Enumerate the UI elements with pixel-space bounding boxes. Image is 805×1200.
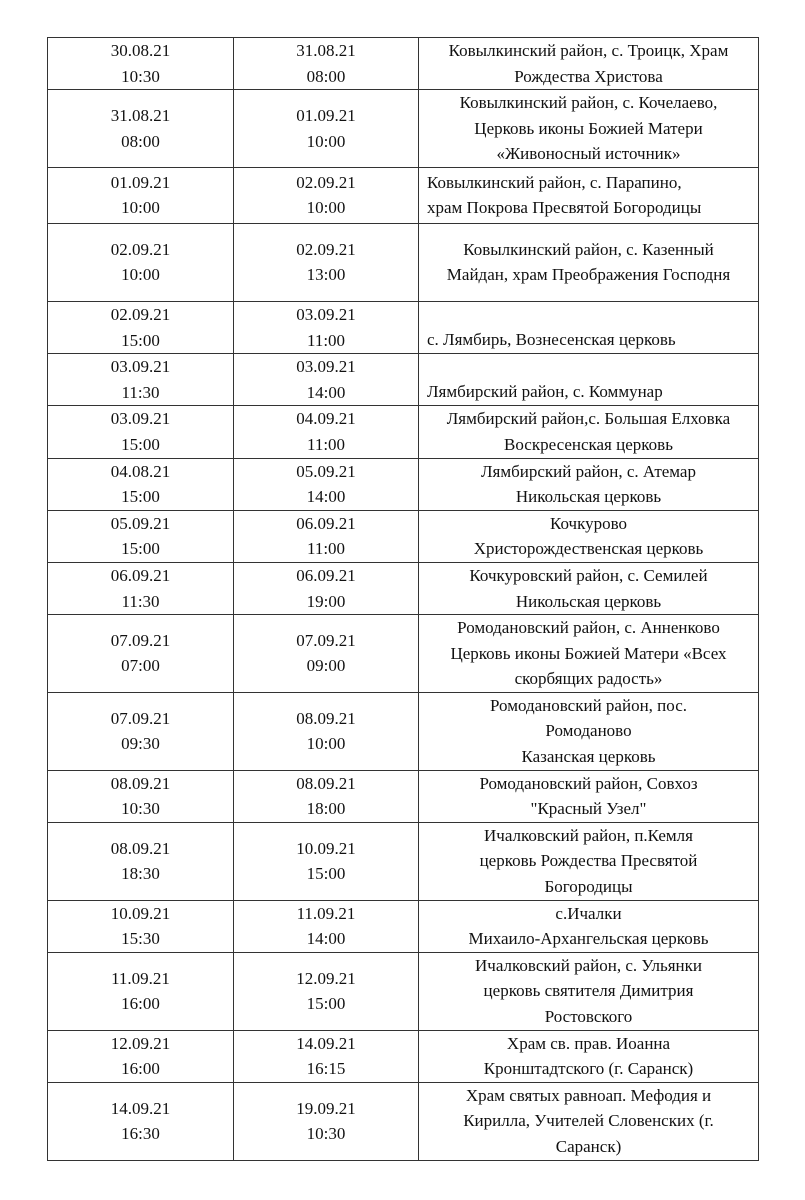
table-row: [48, 692, 759, 770]
end-cell-time: 14:00: [306, 382, 346, 402]
place-line: Ковылкинский район, с. Кочелаево,: [459, 93, 718, 113]
end-cell-time: 10:00: [306, 198, 346, 218]
place-line: "Красный Узел": [530, 799, 647, 819]
place-line: церковь Рождества Пресвятой: [479, 851, 698, 871]
end-cell-time: 11:00: [306, 330, 346, 350]
start-cell-time: 10:00: [121, 265, 160, 285]
end-cell-date: 14.09.21: [296, 1033, 356, 1053]
end-cell: [234, 38, 419, 90]
start-cell: [48, 900, 234, 952]
start-cell: [48, 167, 234, 223]
start-cell: [48, 458, 234, 510]
place-line: Саранск): [555, 1137, 622, 1157]
end-cell-time: 08:00: [306, 66, 346, 86]
table-row: [48, 301, 759, 353]
place-line: Ростовского: [544, 1007, 633, 1026]
schedule-page: [47, 37, 758, 1161]
place-cell: [419, 822, 759, 900]
place-line: Церковь иконы Божией Матери «Всех: [450, 643, 727, 663]
table-row: [48, 822, 759, 900]
end-cell-time: 18:00: [306, 799, 346, 819]
start-cell-date: 01.09.21: [110, 172, 171, 192]
start-cell: [48, 354, 234, 406]
start-cell-date: 05.09.21: [110, 513, 171, 533]
start-cell-date: 03.09.21: [110, 409, 171, 429]
place-cell: [419, 692, 759, 770]
end-cell-date: 01.09.21: [296, 105, 356, 125]
start-cell: [48, 615, 234, 693]
end-cell: [234, 167, 419, 223]
table-row: [48, 1030, 759, 1082]
schedule-table-body: [48, 38, 759, 1161]
end-cell: [234, 822, 419, 900]
end-cell-date: 11.09.21: [296, 903, 356, 923]
end-cell: [234, 615, 419, 693]
start-cell-date: 10.09.21: [110, 903, 171, 923]
place-line: Храм святых равноап. Мефодия и: [465, 1085, 712, 1105]
end-cell-date: 08.09.21: [296, 773, 356, 793]
end-cell-time: 15:00: [306, 994, 346, 1014]
start-cell: [48, 1030, 234, 1082]
place-line: Ковылкинский район, с. Казенный: [463, 239, 714, 259]
place-cell: [419, 1082, 759, 1160]
start-cell-time: 16:00: [121, 1059, 160, 1079]
place-line: Ромодановский район, пос.: [489, 695, 687, 715]
place-line: Кронштадтского (г. Саранск): [483, 1059, 694, 1079]
start-cell-time: 15:00: [121, 487, 160, 507]
start-cell: [48, 223, 234, 301]
start-cell: [48, 301, 234, 353]
place-line: Ичалковский район, п.Кемля: [484, 825, 693, 845]
place-cell: [419, 354, 759, 406]
start-cell: [48, 952, 234, 1030]
place-line: Воскресенская церковь: [504, 434, 673, 454]
end-cell: [234, 301, 419, 353]
end-cell: [234, 900, 419, 952]
place-line: с.Ичалки: [555, 903, 622, 923]
place-cell: [419, 223, 759, 301]
place-line: с. Лямбирь, Вознесенская церковь: [427, 329, 676, 349]
start-cell: [48, 770, 234, 822]
place-line: Лямбирский район, с. Коммунар: [427, 381, 663, 401]
start-cell-date: 03.09.21: [110, 357, 171, 377]
place-line: церковь святителя Димитрия: [483, 981, 694, 1001]
place-line: Михаило-Архангельская церковь: [468, 929, 709, 949]
end-cell-time: 14:00: [306, 487, 346, 507]
start-cell-time: 11:30: [121, 591, 160, 611]
place-line: Богородицы: [544, 877, 633, 897]
start-cell-time: 15:00: [121, 434, 160, 454]
end-cell-time: 10:30: [306, 1124, 346, 1144]
start-cell: [48, 562, 234, 614]
end-cell-date: 07.09.21: [296, 630, 356, 650]
place-cell: [419, 1030, 759, 1082]
place-line: Лямбирский район,с. Большая Елховка: [446, 409, 731, 429]
end-cell-time: 10:00: [306, 131, 346, 151]
place-line: Ромодановский район, с. Анненково: [457, 618, 720, 638]
start-cell: [48, 38, 234, 90]
start-cell-time: 11:30: [121, 382, 160, 402]
start-cell: [48, 510, 234, 562]
end-cell-date: 31.08.21: [296, 41, 356, 60]
end-cell: [234, 692, 419, 770]
start-cell-date: 08.09.21: [110, 773, 171, 793]
start-cell-time: 15:30: [121, 929, 160, 949]
start-cell: [48, 692, 234, 770]
start-cell: [48, 1082, 234, 1160]
place-cell: [419, 458, 759, 510]
start-cell-date: 07.09.21: [110, 630, 171, 650]
start-cell-date: 04.08.21: [110, 461, 171, 481]
end-cell-date: 03.09.21: [296, 357, 356, 377]
table-row: [48, 770, 759, 822]
place-line: Ичалковский район, с. Ульянки: [475, 955, 702, 975]
table-row: [48, 406, 759, 458]
table-row: [48, 223, 759, 301]
table-row: [48, 562, 759, 614]
end-cell: [234, 458, 419, 510]
start-cell: [48, 822, 234, 900]
start-cell-time: 07:00: [121, 656, 160, 676]
table-row: [48, 510, 759, 562]
end-cell: [234, 770, 419, 822]
end-cell-date: 10.09.21: [296, 838, 356, 858]
place-cell: [419, 770, 759, 822]
place-line: Кирилла, Учителей Словенских (г.: [463, 1111, 714, 1131]
place-cell: [419, 562, 759, 614]
end-cell: [234, 354, 419, 406]
end-cell-time: 15:00: [306, 864, 346, 884]
place-cell: [419, 510, 759, 562]
end-cell-date: 04.09.21: [296, 409, 356, 429]
place-cell: [419, 952, 759, 1030]
table-row: [48, 952, 759, 1030]
table-row: [48, 38, 759, 90]
end-cell-date: 06.09.21: [296, 565, 356, 585]
table-row: [48, 458, 759, 510]
table-row: [48, 615, 759, 693]
end-cell: [234, 952, 419, 1030]
place-line: Ковылкинский район, с. Парапино,: [427, 172, 682, 192]
start-cell-date: 12.09.21: [110, 1033, 171, 1053]
end-cell-time: 16:15: [306, 1059, 346, 1079]
start-cell-date: 07.09.21: [110, 708, 171, 728]
table-row: [48, 1082, 759, 1160]
end-cell-time: 09:00: [306, 656, 346, 676]
end-cell-date: 08.09.21: [296, 708, 356, 728]
table-row: [48, 354, 759, 406]
start-cell-time: 16:00: [121, 994, 160, 1014]
end-cell-time: 19:00: [306, 591, 346, 611]
start-cell-time: 16:30: [121, 1124, 160, 1144]
end-cell: [234, 1030, 419, 1082]
end-cell-time: 11:00: [306, 539, 346, 559]
place-cell: [419, 301, 759, 353]
place-line: Кочкуровский район, с. Семилей: [469, 565, 708, 585]
place-line: Христорождественская церковь: [473, 539, 704, 559]
start-cell: [48, 90, 234, 168]
start-cell-time: 15:00: [121, 539, 160, 559]
start-cell-time: 10:30: [121, 66, 160, 86]
start-cell-date: 30.08.21: [110, 41, 171, 60]
place-line: Ромодановский район, Совхоз: [479, 773, 698, 793]
place-line: Кочкурово: [549, 513, 628, 533]
start-cell-date: 02.09.21: [110, 304, 171, 324]
start-cell-date: 11.09.21: [111, 968, 170, 988]
place-cell: [419, 38, 759, 90]
end-cell: [234, 223, 419, 301]
start-cell-date: 06.09.21: [110, 565, 171, 585]
schedule-table: [47, 37, 759, 1161]
place-cell: [419, 167, 759, 223]
place-line: Ковылкинский район, с. Троицк, Храм: [448, 41, 729, 60]
end-cell-date: 03.09.21: [296, 304, 356, 324]
place-cell: [419, 615, 759, 693]
start-cell-date: 14.09.21: [110, 1098, 171, 1118]
end-cell-date: 06.09.21: [296, 513, 356, 533]
start-cell-time: 09:30: [121, 734, 160, 754]
place-line: Церковь иконы Божией Матери: [474, 118, 703, 138]
start-cell-time: 18:30: [121, 864, 160, 884]
end-cell-date: 02.09.21: [296, 172, 356, 192]
start-cell-date: 02.09.21: [110, 239, 171, 259]
place-line: «Живоносный источник»: [496, 144, 681, 164]
end-cell-date: 02.09.21: [296, 239, 356, 259]
place-line: Ромоданово: [545, 721, 632, 741]
place-line: Никольская церковь: [515, 591, 662, 611]
table-row: [48, 900, 759, 952]
place-line: Лямбирский район, с. Атемар: [481, 461, 696, 481]
place-cell: [419, 900, 759, 952]
end-cell-time: 11:00: [306, 434, 346, 454]
end-cell-time: 10:00: [306, 734, 346, 754]
end-cell-date: 05.09.21: [296, 461, 356, 481]
place-line: храм Покрова Пресвятой Богородицы: [427, 198, 702, 218]
end-cell: [234, 510, 419, 562]
end-cell: [234, 1082, 419, 1160]
start-cell-date: 08.09.21: [110, 838, 171, 858]
place-line: скорбящих радость»: [514, 669, 663, 689]
table-row: [48, 167, 759, 223]
place-line: Казанская церковь: [521, 747, 656, 767]
end-cell-time: 13:00: [306, 265, 346, 285]
start-cell-time: 10:30: [121, 799, 160, 819]
start-cell-date: 31.08.21: [110, 105, 171, 125]
start-cell: [48, 406, 234, 458]
end-cell: [234, 90, 419, 168]
end-cell-time: 14:00: [306, 929, 346, 949]
end-cell: [234, 562, 419, 614]
start-cell-time: 10:00: [121, 198, 160, 218]
place-line: Никольская церковь: [515, 487, 662, 507]
start-cell-time: 08:00: [121, 131, 160, 151]
end-cell-date: 12.09.21: [296, 968, 356, 988]
place-cell: [419, 90, 759, 168]
place-line: Рождества Христова: [514, 66, 663, 86]
place-cell: [419, 406, 759, 458]
place-line: Храм св. прав. Иоанна: [506, 1033, 671, 1053]
end-cell-date: 19.09.21: [296, 1098, 356, 1118]
end-cell: [234, 406, 419, 458]
start-cell-time: 15:00: [121, 330, 160, 350]
place-line: Майдан, храм Преображения Господня: [446, 265, 731, 285]
table-row: [48, 90, 759, 168]
